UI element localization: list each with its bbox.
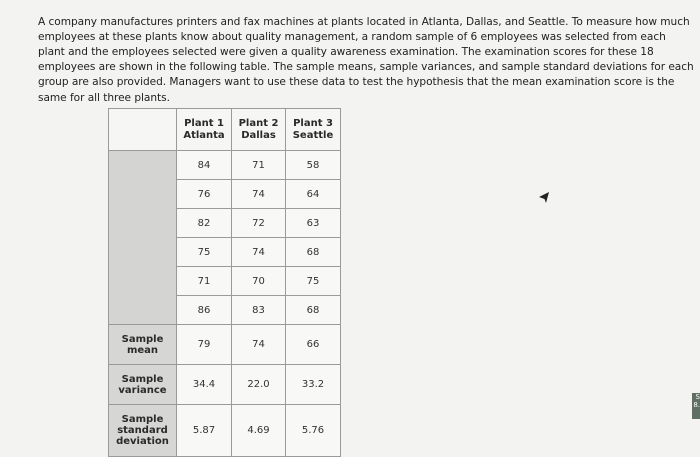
table-cell: 84 (177, 151, 232, 180)
table-cell: 82 (177, 209, 232, 238)
corner-cell (109, 109, 177, 151)
plant-1-label: Plant 1 (184, 117, 224, 129)
plant-2-city: Dallas (241, 129, 276, 141)
table-cell: 74 (232, 180, 286, 209)
table-cell: 58 (286, 151, 341, 180)
plant-1-city: Atlanta (183, 129, 225, 141)
table-cell: 79 (177, 325, 232, 365)
summary-row-std-dev (109, 405, 341, 457)
table-cell: 74 (232, 238, 286, 267)
table-cell: 70 (232, 267, 286, 296)
table-cell: 75 (286, 267, 341, 296)
row-label-blank (109, 151, 177, 325)
row-label-sample-mean (109, 325, 177, 365)
summary-row-mean (109, 325, 341, 365)
column-header-plant-1 (177, 109, 232, 151)
plant-3-city: Seattle (292, 129, 334, 141)
table-cell: 4.69 (232, 405, 286, 457)
plant-2-label: Plant 2 (238, 117, 279, 129)
row-label-line: variance (118, 384, 167, 396)
table-cell: 34.4 (177, 365, 232, 405)
row-label-line: Sample (121, 333, 164, 345)
table-cell: 63 (286, 209, 341, 238)
mouse-cursor-icon (538, 191, 552, 205)
table-row (109, 151, 341, 180)
row-label-line: deviation (116, 436, 169, 447)
table-cell: 75 (177, 238, 232, 267)
row-label-line: standard (117, 425, 168, 436)
column-header-plant-2 (232, 109, 286, 151)
table-cell: 71 (177, 267, 232, 296)
row-label-line: mean (126, 344, 159, 356)
table-cell: 74 (232, 325, 286, 365)
table-cell: 72 (232, 209, 286, 238)
table-cell: 22.0 (232, 365, 286, 405)
row-label-sample-variance (109, 365, 177, 405)
exam-scores-table (108, 108, 341, 457)
table-cell: 5.76 (286, 405, 341, 457)
table-cell: 66 (286, 325, 341, 365)
table-cell: 76 (177, 180, 232, 209)
row-label-line: Sample (121, 414, 164, 425)
row-label-line: Sample (121, 373, 164, 385)
summary-row-variance (109, 365, 341, 405)
table-cell: 83 (232, 296, 286, 325)
table-cell: 68 (286, 296, 341, 325)
table-cell: 64 (286, 180, 341, 209)
table-cell: 5.87 (177, 405, 232, 457)
row-label-sample-standard-deviation (109, 405, 177, 457)
problem-statement: A company manufactures printers and fax machines at plants located in Atlanta, Dallas, and Seattle. To measure how much employees at these plants know about quality management, a random sample of 6 employees was selected from each plant and the employees selected were given a quality awareness examination. The examination scores for these 18 employees are shown in the following table. The sample means, sample variances, and sample standard deviations for each group are also provided. Managers want to use these data to test the hypothesis that the mean examination score is the same for all three plants. (38, 15, 694, 104)
table-cell: 68 (286, 238, 341, 267)
table-cell: 86 (177, 296, 232, 325)
plant-3-label: Plant 3 (293, 117, 333, 129)
table-header-row (109, 109, 341, 151)
column-header-plant-3 (286, 109, 341, 151)
table-cell: 71 (232, 151, 286, 180)
edge-thumbnail: S 8. (692, 393, 700, 419)
table-cell: 33.2 (286, 365, 341, 405)
